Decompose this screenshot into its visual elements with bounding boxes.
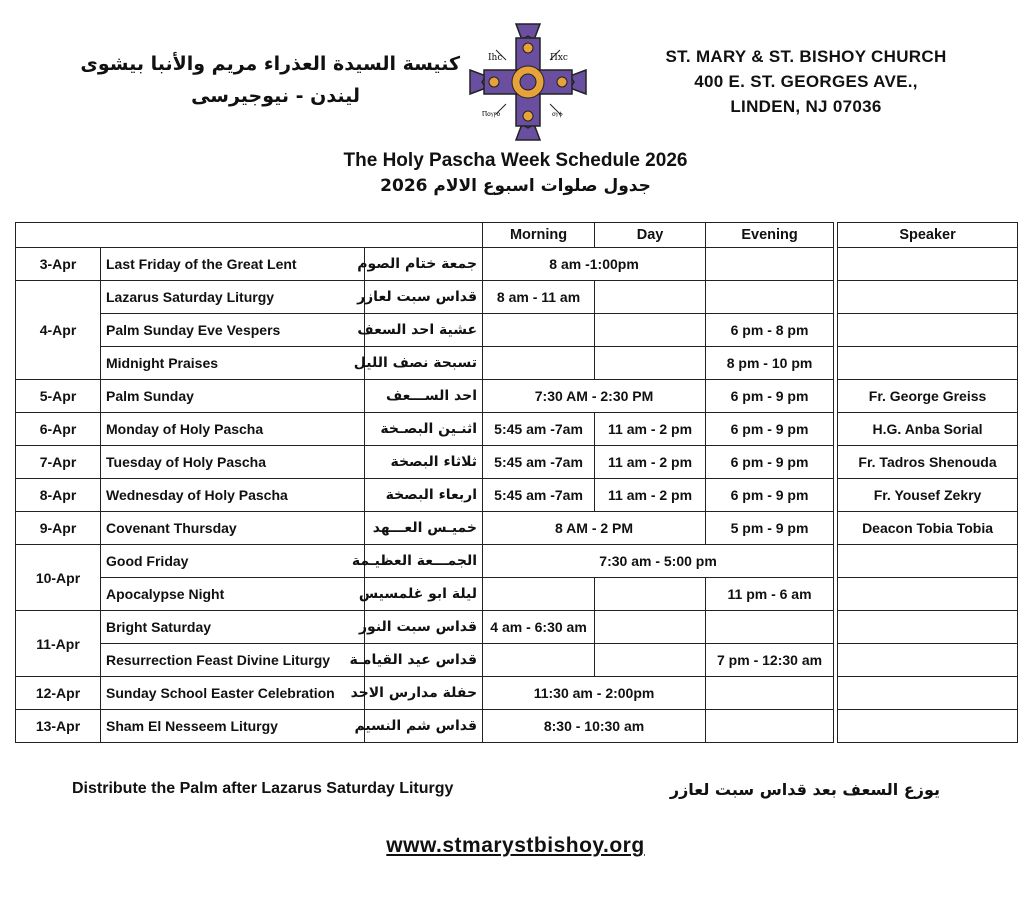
table-row bbox=[16, 281, 1018, 314]
row-speaker bbox=[838, 644, 1018, 677]
row-speaker: Fr. Yousef Zekry bbox=[838, 479, 1018, 512]
row-event: Sham El Nesseem Liturgy bbox=[101, 710, 365, 743]
row-morning-day-time: 8 am -1:00pm bbox=[483, 248, 706, 281]
row-day-time bbox=[595, 314, 706, 347]
row-speaker bbox=[838, 677, 1018, 710]
table-header-row bbox=[16, 223, 1018, 248]
row-event-arabic: قداس شم النسيم bbox=[365, 710, 483, 743]
row-day-time: 11 am - 2 pm bbox=[595, 413, 706, 446]
row-event-arabic: الجمـــعة العظيـمة bbox=[365, 545, 483, 578]
row-date: 8-Apr bbox=[16, 479, 101, 512]
table-row bbox=[16, 248, 1018, 281]
row-event-arabic: خميـس العـــهد bbox=[365, 512, 483, 545]
row-speaker bbox=[838, 710, 1018, 743]
row-evening-time: 6 pm - 9 pm bbox=[706, 380, 834, 413]
row-event-arabic: جمعة ختام الصوم bbox=[365, 248, 483, 281]
row-evening-time: 6 pm - 9 pm bbox=[706, 479, 834, 512]
row-event-arabic: قداس سبت لعازر bbox=[365, 281, 483, 314]
row-day-time bbox=[595, 578, 706, 611]
table-row bbox=[16, 644, 1018, 677]
row-evening-time bbox=[706, 281, 834, 314]
row-day-time bbox=[595, 347, 706, 380]
row-event-arabic: احد الســـعف bbox=[365, 380, 483, 413]
row-event: Monday of Holy Pascha bbox=[101, 413, 365, 446]
row-event: Apocalypse Night bbox=[101, 578, 365, 611]
row-speaker: H.G. Anba Sorial bbox=[838, 413, 1018, 446]
arabic-church-location: ليندن - نيوجيرسى bbox=[191, 85, 360, 107]
table-row bbox=[16, 677, 1018, 710]
row-evening-time bbox=[706, 611, 834, 644]
row-event-arabic: قداس عيد القيامـة bbox=[365, 644, 483, 677]
row-event: Palm Sunday Eve Vespers bbox=[101, 314, 365, 347]
palm-note-english: Distribute the Palm after Lazarus Saturday Liturgy bbox=[72, 780, 454, 797]
row-evening-time: 11 pm - 6 am bbox=[706, 578, 834, 611]
row-speaker bbox=[838, 248, 1018, 281]
table-row bbox=[16, 446, 1018, 479]
arabic-church-name: كنيسة السيدة العذراء مريم والأنبا بيشوى bbox=[80, 53, 460, 75]
row-evening-time: 6 pm - 9 pm bbox=[706, 446, 834, 479]
row-event-arabic: ليلة ابو غلمسيس bbox=[365, 578, 483, 611]
church-address-line1: 400 E. ST. GEORGES AVE., bbox=[694, 72, 918, 91]
palm-note-arabic: يوزع السعف بعد قداس سبت لعازر bbox=[669, 780, 940, 799]
table-row bbox=[16, 479, 1018, 512]
cross-letter-3: Ⲡⲟⲩⲣⲟ bbox=[482, 110, 501, 118]
row-morning-day-time: 8:30 - 10:30 am bbox=[483, 710, 706, 743]
row-date: 6-Apr bbox=[16, 413, 101, 446]
row-morning-time bbox=[483, 644, 595, 677]
row-event-arabic: تسبحة نصف الليل bbox=[365, 347, 483, 380]
row-morning-time: 5:45 am -7am bbox=[483, 479, 595, 512]
row-all-day-time: 7:30 am - 5:00 pm bbox=[483, 545, 834, 578]
header-speaker: Speaker bbox=[838, 223, 1018, 248]
row-day-time: 11 am - 2 pm bbox=[595, 479, 706, 512]
row-event: Lazarus Saturday Liturgy bbox=[101, 281, 365, 314]
row-evening-time bbox=[706, 677, 834, 710]
row-morning-time bbox=[483, 314, 595, 347]
row-evening-time: 8 pm - 10 pm bbox=[706, 347, 834, 380]
row-evening-time bbox=[706, 248, 834, 281]
table-row bbox=[16, 578, 1018, 611]
row-morning-time: 5:45 am -7am bbox=[483, 413, 595, 446]
row-event-arabic: عشية احد السعف bbox=[365, 314, 483, 347]
row-event-arabic: اربعاء البصخة bbox=[365, 479, 483, 512]
table-row bbox=[16, 611, 1018, 644]
row-evening-time: 6 pm - 8 pm bbox=[706, 314, 834, 347]
row-event: Bright Saturday bbox=[101, 611, 365, 644]
english-church-header bbox=[626, 44, 986, 119]
row-event-arabic: ثلاثاء البصخة bbox=[365, 446, 483, 479]
row-morning-time: 8 am - 11 am bbox=[483, 281, 595, 314]
row-morning-day-time: 8 AM - 2 PM bbox=[483, 512, 706, 545]
row-date: 12-Apr bbox=[16, 677, 101, 710]
row-morning-day-time: 7:30 AM - 2:30 PM bbox=[483, 380, 706, 413]
row-date: 11-Apr bbox=[16, 611, 101, 677]
row-date: 9-Apr bbox=[16, 512, 101, 545]
row-morning-time: 5:45 am -7am bbox=[483, 446, 595, 479]
row-event-arabic: قداس سبت النور bbox=[365, 611, 483, 644]
row-event: Last Friday of the Great Lent bbox=[101, 248, 365, 281]
arabic-church-header bbox=[60, 48, 460, 112]
row-event: Palm Sunday bbox=[101, 380, 365, 413]
row-date: 7-Apr bbox=[16, 446, 101, 479]
row-day-time: 11 am - 2 pm bbox=[595, 446, 706, 479]
row-event: Resurrection Feast Divine Liturgy bbox=[101, 644, 365, 677]
row-event: Sunday School Easter Celebration bbox=[101, 677, 365, 710]
header-evening: Evening bbox=[706, 223, 834, 248]
row-day-time bbox=[595, 281, 706, 314]
cross-letter-2: Πxc bbox=[550, 53, 568, 63]
row-event: Good Friday bbox=[101, 545, 365, 578]
row-date: 3-Apr bbox=[16, 248, 101, 281]
row-day-time bbox=[595, 611, 706, 644]
row-event: Wednesday of Holy Pascha bbox=[101, 479, 365, 512]
table-row bbox=[16, 380, 1018, 413]
row-morning-time bbox=[483, 578, 595, 611]
row-evening-time bbox=[706, 710, 834, 743]
schedule-table bbox=[15, 222, 1018, 743]
row-evening-time: 6 pm - 9 pm bbox=[706, 413, 834, 446]
row-morning-time bbox=[483, 347, 595, 380]
row-speaker bbox=[838, 314, 1018, 347]
row-speaker: Fr. George Greiss bbox=[838, 380, 1018, 413]
row-speaker bbox=[838, 347, 1018, 380]
row-day-time bbox=[595, 644, 706, 677]
row-speaker: Fr. Tadros Shenouda bbox=[838, 446, 1018, 479]
header-morning: Morning bbox=[483, 223, 595, 248]
table-row bbox=[16, 314, 1018, 347]
row-speaker bbox=[838, 578, 1018, 611]
row-event: Covenant Thursday bbox=[101, 512, 365, 545]
row-date: 10-Apr bbox=[16, 545, 101, 611]
row-event: Midnight Praises bbox=[101, 347, 365, 380]
cross-letter-1: Ihc bbox=[488, 53, 503, 63]
schedule-title-arabic: جدول صلوات اسبوع الالام 2026 bbox=[380, 176, 651, 196]
row-speaker bbox=[838, 611, 1018, 644]
website-link[interactable]: www.stmarystbishoy.org bbox=[386, 834, 645, 857]
row-event-arabic: حفلة مدارس الاحد bbox=[365, 677, 483, 710]
row-date: 5-Apr bbox=[16, 380, 101, 413]
row-evening-time: 5 pm - 9 pm bbox=[706, 512, 834, 545]
table-row bbox=[16, 347, 1018, 380]
row-morning-day-time: 11:30 am - 2:00pm bbox=[483, 677, 706, 710]
row-date: 4-Apr bbox=[16, 281, 101, 380]
table-row bbox=[16, 413, 1018, 446]
schedule-title: The Holy Pascha Week Schedule 2026 bbox=[343, 150, 688, 171]
table-row bbox=[16, 545, 1018, 578]
table-row bbox=[16, 710, 1018, 743]
row-speaker bbox=[838, 545, 1018, 578]
header-blank bbox=[16, 223, 483, 248]
cross-letter-4: ⲟⲩⲫ bbox=[552, 110, 563, 118]
coptic-cross-icon bbox=[466, 20, 590, 144]
row-morning-time: 4 am - 6:30 am bbox=[483, 611, 595, 644]
table-row bbox=[16, 512, 1018, 545]
row-evening-time: 7 pm - 12:30 am bbox=[706, 644, 834, 677]
church-address-line2: LINDEN, NJ 07036 bbox=[730, 97, 882, 116]
row-event-arabic: اثنـين البصـخة bbox=[365, 413, 483, 446]
church-name: ST. MARY & ST. BISHOY CHURCH bbox=[665, 47, 947, 66]
row-speaker bbox=[838, 281, 1018, 314]
row-event: Tuesday of Holy Pascha bbox=[101, 446, 365, 479]
row-date: 13-Apr bbox=[16, 710, 101, 743]
row-speaker: Deacon Tobia Tobia bbox=[838, 512, 1018, 545]
header-day: Day bbox=[595, 223, 706, 248]
